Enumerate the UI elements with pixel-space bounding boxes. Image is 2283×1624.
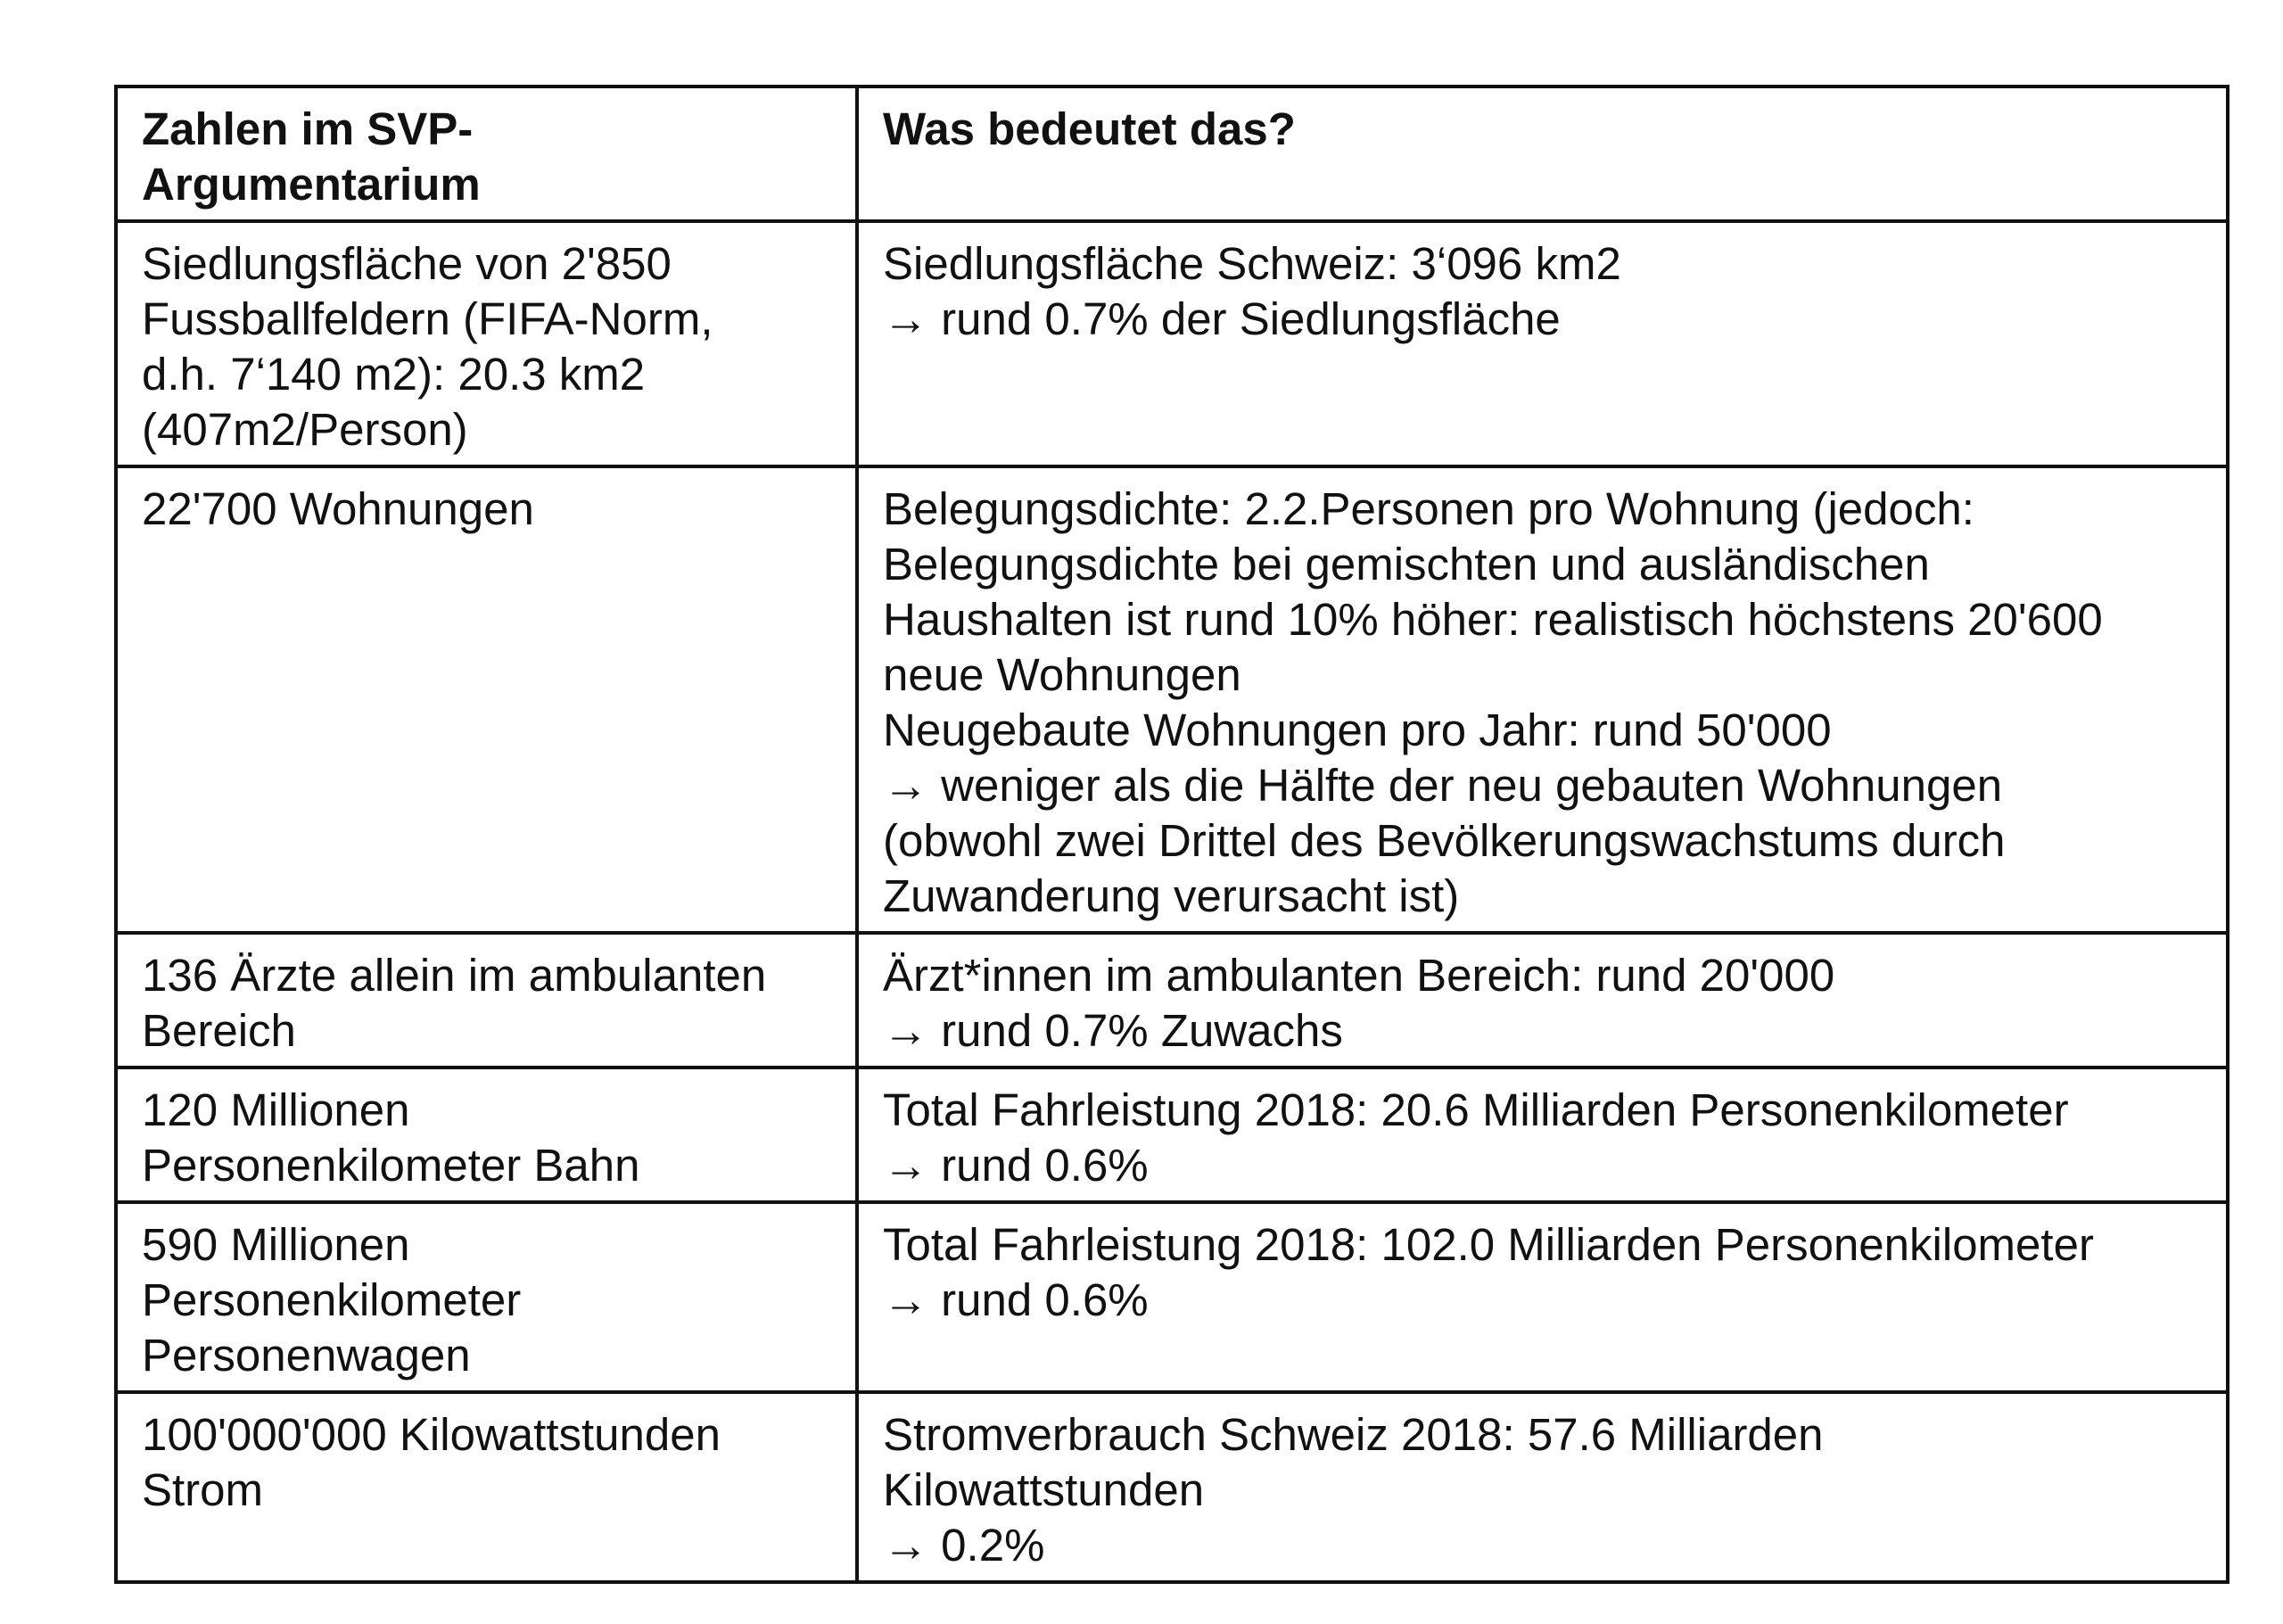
- cell-line: → rund 0.6%: [883, 1140, 1149, 1191]
- header-cell-meaning: [857, 87, 2228, 221]
- cell-line: Personenkilometer Bahn: [142, 1140, 640, 1191]
- cell-line: → rund 0.7% Zuwachs: [883, 1005, 1343, 1056]
- cell-line: Strom: [142, 1464, 264, 1515]
- cell-svp-number: [116, 933, 857, 1068]
- header-row: [116, 87, 2228, 221]
- cell-line: Total Fahrleistung 2018: 20.6 Milliarden Personenkilometer: [883, 1084, 2069, 1135]
- table-row: [116, 1392, 2228, 1582]
- cell-line: neue Wohnungen: [883, 649, 1241, 700]
- table-row: [116, 466, 2228, 933]
- cell-line: 136 Ärzte allein im ambulanten: [142, 950, 767, 1001]
- cell-meaning: [857, 1392, 2228, 1582]
- cell-line: Siedlungsfläche Schweiz: 3‘096 km2: [883, 238, 1621, 289]
- cell-line: Bereich: [142, 1005, 296, 1056]
- cell-line: Total Fahrleistung 2018: 102.0 Milliarden Personenkilometer: [883, 1219, 2094, 1270]
- table-row: [116, 933, 2228, 1068]
- cell-line: Personenkilometer: [142, 1274, 522, 1325]
- cell-line: Neugebaute Wohnungen pro Jahr: rund 50'000: [883, 705, 1832, 755]
- cell-meaning: [857, 221, 2228, 466]
- cell-meaning: [857, 466, 2228, 933]
- cell-line: 22'700 Wohnungen: [142, 483, 534, 534]
- cell-line: → 0.2%: [883, 1520, 1045, 1570]
- cell-line: → rund 0.6%: [883, 1274, 1149, 1325]
- cell-line: Zuwanderung verursacht ist): [883, 870, 1460, 921]
- cell-meaning: [857, 1068, 2228, 1202]
- cell-line: Siedlungsfläche von 2'850: [142, 238, 672, 289]
- cell-svp-number: [116, 221, 857, 466]
- header-line: Argumentarium: [142, 159, 481, 210]
- cell-line: 100'000'000 Kilowattstunden: [142, 1409, 721, 1460]
- header-cell-numbers: [116, 87, 857, 221]
- table-row: [116, 221, 2228, 466]
- cell-line: 590 Millionen: [142, 1219, 410, 1270]
- cell-line: Ärzt*innen im ambulanten Bereich: rund 20'000: [883, 950, 1835, 1001]
- cell-svp-number: [116, 1068, 857, 1202]
- cell-svp-number: [116, 1202, 857, 1392]
- cell-line: (obwohl zwei Drittel des Bevölkerungswachstums durch: [883, 815, 2006, 866]
- cell-line: Haushalten ist rund 10% höher: realistisch höchstens 20'600: [883, 594, 2103, 645]
- cell-line: Belegungsdichte: 2.2.Personen pro Wohnung (jedoch:: [883, 483, 1974, 534]
- cell-line: Personenwagen: [142, 1330, 471, 1381]
- table-row: [116, 1202, 2228, 1392]
- cell-line: 120 Millionen: [142, 1084, 410, 1135]
- cell-line: → rund 0.7% der Siedlungsfläche: [883, 293, 1561, 344]
- header-line: Zahlen im SVP-: [142, 103, 474, 154]
- header-line: Was bedeutet das?: [883, 103, 1296, 154]
- cell-line: → weniger als die Hälfte der neu gebauten Wohnungen: [883, 760, 2003, 811]
- cell-svp-number: [116, 1392, 857, 1582]
- cell-svp-number: [116, 466, 857, 933]
- table-row: [116, 1068, 2228, 1202]
- cell-meaning: [857, 933, 2228, 1068]
- cell-line: d.h. 7‘140 m2): 20.3 km2: [142, 349, 646, 400]
- cell-line: Stromverbrauch Schweiz 2018: 57.6 Milliarden: [883, 1409, 1824, 1460]
- cell-line: (407m2/Person): [142, 404, 468, 455]
- cell-line: Kilowattstunden: [883, 1464, 1205, 1515]
- comparison-table: [114, 85, 2229, 1584]
- cell-line: Fussballfeldern (FIFA-Norm,: [142, 293, 713, 344]
- cell-line: Belegungsdichte bei gemischten und ausländischen: [883, 539, 1930, 589]
- cell-meaning: [857, 1202, 2228, 1392]
